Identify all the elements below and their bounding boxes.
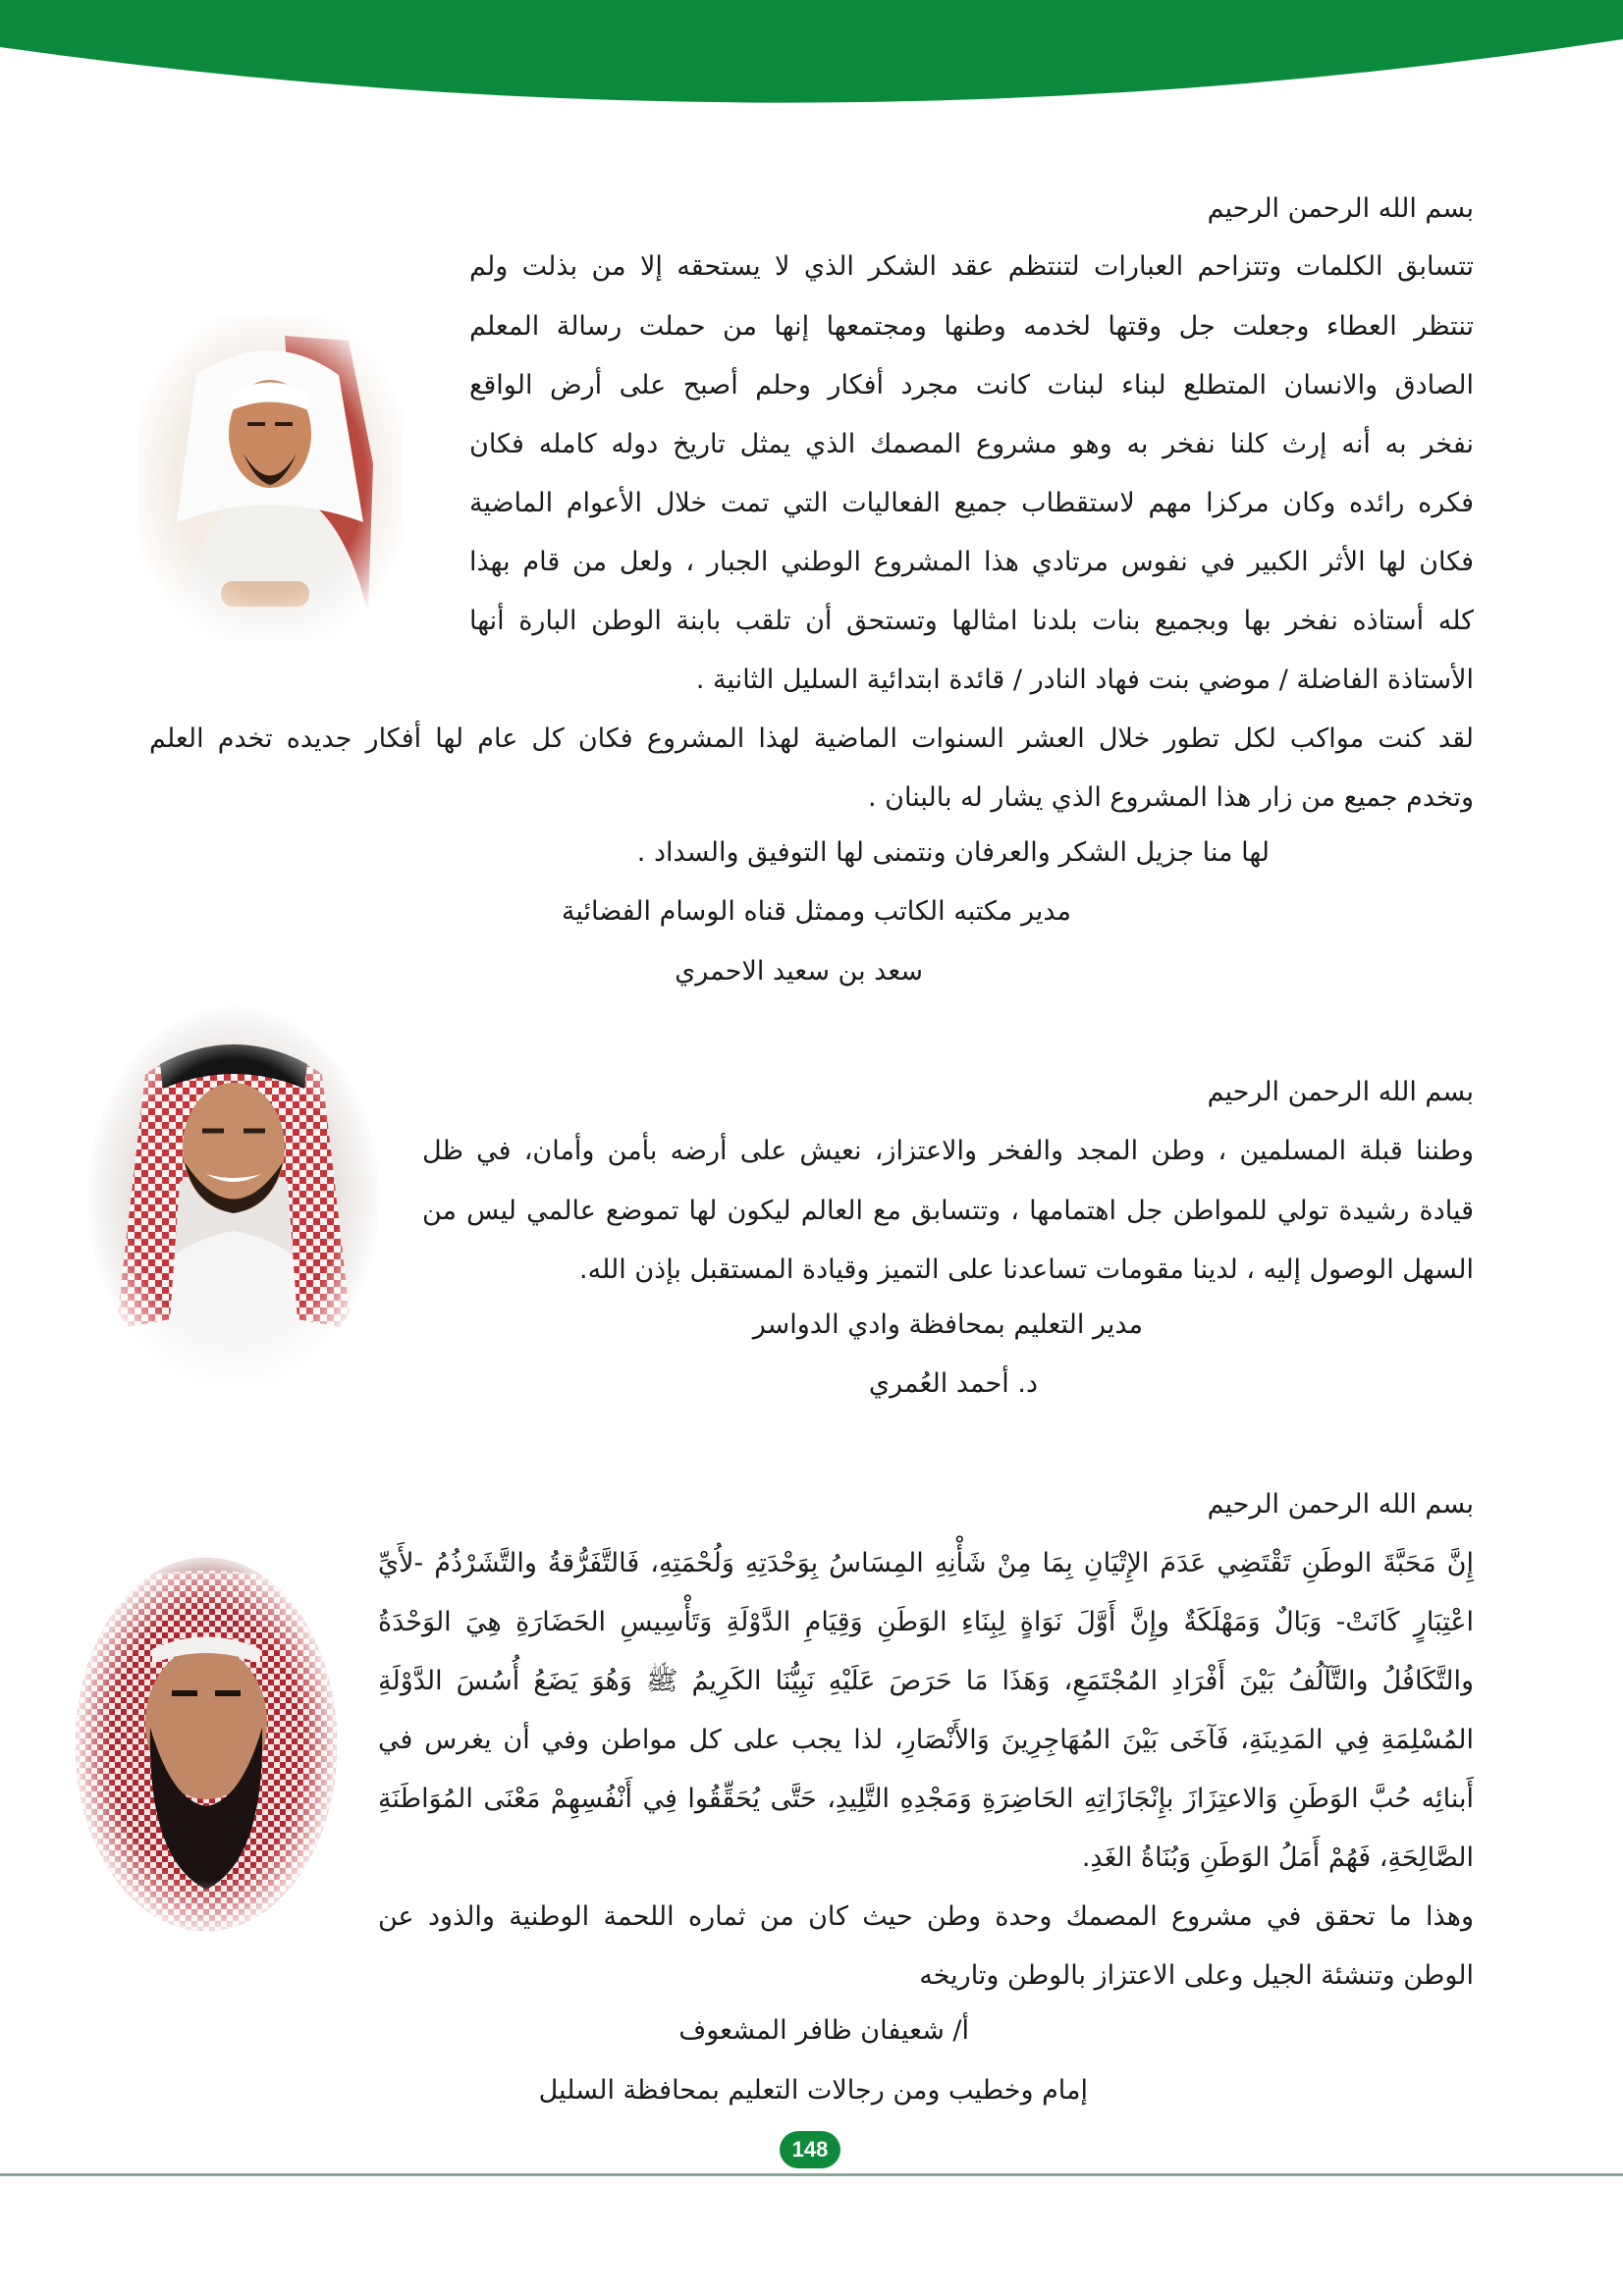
section1-line: كله أستاذه نفخر بها وبجميع بنات بلدنا امثالها وتستحق أن تلقب بابنة الوطن البارة أنها xyxy=(469,606,1474,636)
section2-signer-name: د. أحمد العُمري xyxy=(868,1368,1038,1399)
section3-line: اعْتِبَارٍ كَانَتْ- وَبَالٌ وَمَهْلَكَةٌ وإِنَّ أَوَّلَ نَوَاةٍ لِبِنَاءِ الوَطَنِ وَقِيَامِ الدَّوْلَةِ وَتَأْسِيسِ الحَضَارَةِ هِيَ الوَحْدَةُ xyxy=(378,1607,1474,1637)
section1-line: نفخر به أنه إرث كلنا نفخر به وهو مشروع المصمك الذي يمثل تاريخ دوله كامله فكان xyxy=(469,429,1474,459)
section1-closing: لها منا جزيل الشكر والعرفان ونتمنى لها التوفيق والسداد . xyxy=(636,837,1270,868)
author-photo-3 xyxy=(74,1556,339,1934)
author-photo-1 xyxy=(137,316,403,640)
section1-line: الأستاذة الفاضلة / موضي بنت فهاد النادر / قائدة ابتدائية السليل الثانية . xyxy=(695,665,1474,695)
section3-line: وهذا ما تحقق في مشروع المصمك وحدة وطن حيث كان من ثماره اللحمة الوطنية والذود عن xyxy=(378,1901,1474,1932)
section3-greeting: بسم الله الرحمن الرحيم xyxy=(1207,1489,1474,1520)
section1-line: تتسابق الكلمات وتتزاحم العبارات لتنتظم عقد الشكر الذي لا يستحقه إلا من بذلت ولم xyxy=(469,251,1474,282)
page-number-badge: 148 xyxy=(780,2131,840,2168)
section3-line: المُسْلِمَةِ فِي المَدِينَةِ، فَآخَى بَيْنَ المُهَاجِرِينَ وَالأَنْصَارِ، لذا يجب على كل مواطن وفي أن يغرس في xyxy=(378,1725,1474,1755)
author-photo-2 xyxy=(86,1005,381,1388)
section3-line: إِنَّ مَحَبَّةَ الوطَنِ تَقْتَضِي عَدَمَ الإِتْيَانِ بِمَا مِنْ شَأْنِهِ المِسَاسُ بِوَحْدَتِهِ وَلُحْمَتِهِ، فَالتَّفَرُّقةُ والتَّشَرْذُمُ -لأَيِّ xyxy=(378,1548,1474,1578)
section1-signer-name: سعد بن سعيد الاحمري xyxy=(675,956,923,987)
section2-line: قيادة رشيدة تولي للمواطن جل اهتمامها ، وتتسابق مع العالم ليكون لها تموضع عالمي ليس من xyxy=(422,1196,1474,1226)
section1-line: فكان لها الأثر الكبير في نفوس مرتادي هذا المشروع الوطني الجبار ، ولعل من قام بهذا xyxy=(469,547,1474,577)
section2-line: السهل الوصول إليه ، لدينا مقومات تساعدنا على التميز وقيادة المستقبل بإذن الله. xyxy=(579,1255,1474,1285)
section3-line: الوطن وتنشئة الجيل وعلى الاعتزاز بالوطن وتاريخه xyxy=(919,1960,1474,1991)
section3-signer-title: إمام وخطيب ومن رجالات التعليم بمحافظة السليل xyxy=(538,2075,1088,2106)
section2-signer-title: مدير التعليم بمحافظة وادي الدواسر xyxy=(752,1309,1143,1340)
section3-signer-name: أ/ شعيفان ظافر المشعوف xyxy=(678,2015,969,2046)
section1-line: وتخدم جميع من زار هذا المشروع الذي يشار له بالبنان . xyxy=(868,782,1474,813)
section2-greeting: بسم الله الرحمن الرحيم xyxy=(1207,1077,1474,1107)
footer-rule xyxy=(0,2173,1623,2176)
section1-line: الصادق والانسان المتطلع لبناء لبنات كانت مجرد أفكار وحلم أصبح على أرض الواقع xyxy=(469,370,1474,400)
section3-line: والتَّكَافُلُ والتَّآلُفُ بَيْنَ أَفْرَادِ المُجْتَمَعِ، وَهَذَا مَا حَرَصَ عَلَيْهِ نَبِيُّنَا الكَرِيمُ ﷺ وَهُوَ يَضَعُ أُسُسَ الدَّوْلَةِ xyxy=(378,1666,1474,1696)
section1-line: لقد كنت مواكب لكل تطور خلال العشر السنوات الماضية لهذا المشروع فكان كل عام لها أفكار جديده تخدم العلم xyxy=(149,723,1474,754)
section1-line: تنتظر العطاء وجعلت جل وقتها لخدمه وطنها ومجتمعها إنها من حملت رسالة المعلم xyxy=(469,311,1474,342)
section3-line: أَبنائِه حُبَّ الوَطَنِ وَالاعتِزَازَ بإِنْجَازَاتِهِ الحَاضِرَةِ وَمَجْدِهِ التَّلِيدِ، حَتَّى يُحَقِّقُوا فِي أَنْفُسِهِمْ مَعْنَى المُوَاطَنَةِ xyxy=(378,1784,1474,1814)
section3-line: الصَّالِحَةِ، فَهُمْ أَمَلُ الوَطَنِ وَبُنَاةُ الغَدِ. xyxy=(1081,1842,1474,1873)
section2-line: وطننا قبلة المسلمين ، وطن المجد والفخر والاعتزاز، نعيش على أرضه بأمن وأمان، في ظل xyxy=(422,1136,1474,1166)
section1-signer-title: مدير مكتبه الكاتب وممثل قناه الوسام الفضائية xyxy=(561,896,1071,927)
section1-line: فكره رائده وكان مركزا مهم لاستقطاب جميع الفعاليات التي تمت خلال الأعوام الماضية xyxy=(469,488,1474,518)
section1-greeting: بسم الله الرحمن الرحيم xyxy=(1207,193,1474,224)
